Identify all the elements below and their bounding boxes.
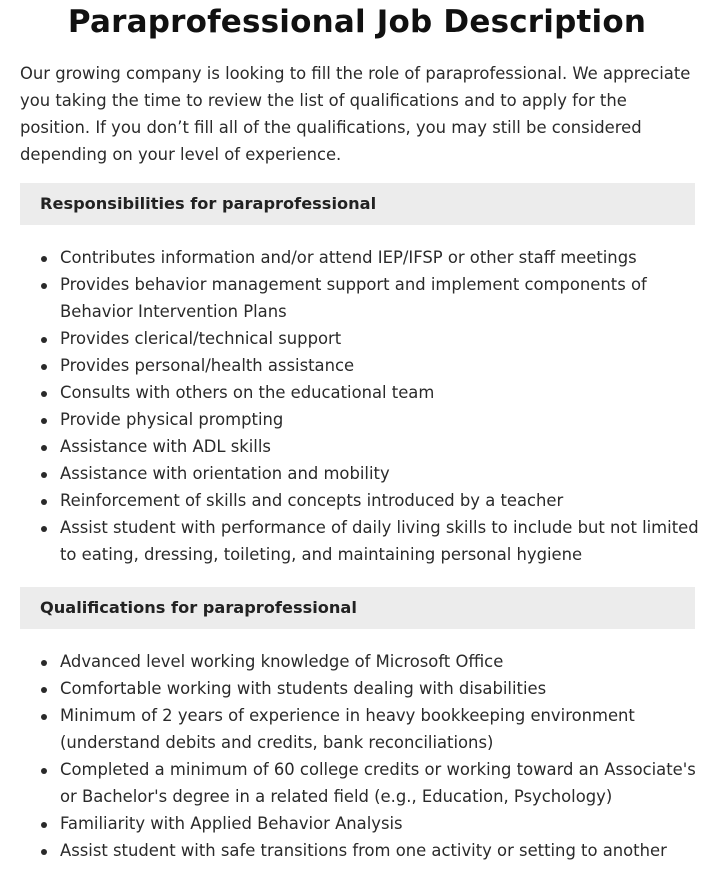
list-item-text: Reinforcement of skills and concepts introduced by a teacher [60,491,564,510]
list-item [20,675,700,702]
bullet-icon [41,849,47,855]
list-item-text: Familiarity with Applied Behavior Analysis [60,814,403,833]
list-item [20,487,700,514]
list-item-text: Contributes information and/or attend IEP/IFSP or other staff meetings [60,248,637,267]
list-item-text: Assist student with performance of daily living skills to include but not limited to eating, dressing, toileting, and maintaining personal hygiene [60,518,699,564]
bullet-icon [41,364,47,370]
intro-paragraph: Our growing company is looking to fill the role of paraprofessional. We appreciate you taking the time to review the list of qualifications and to apply for the position. If you don’t fill all of the qualifications, you may still be considered depending on your level of experience. [20,64,691,164]
qualifications-list [20,648,700,864]
list-item [20,837,700,864]
bullet-icon [41,445,47,451]
bullet-icon [41,418,47,424]
list-item [20,756,700,810]
list-item [20,244,700,271]
bullet-icon [41,660,47,666]
list-item-text: Advanced level working knowledge of Microsoft Office [60,652,504,671]
list-item [20,352,700,379]
bullet-icon [41,256,47,262]
list-item [20,648,700,675]
bullet-icon [41,472,47,478]
list-item [20,702,700,756]
list-item-text: Assist student with safe transitions from one activity or setting to another [60,841,667,860]
list-item [20,271,700,325]
bullet-icon [41,526,47,532]
bullet-icon [41,768,47,774]
list-item-text: Provides behavior management support and implement components of Behavior Intervention Plans [60,275,647,321]
list-item [20,433,700,460]
list-item [20,460,700,487]
bullet-icon [41,687,47,693]
bullet-icon [41,822,47,828]
list-item-text: Consults with others on the educational team [60,383,435,402]
list-item [20,325,700,352]
list-item-text: Provide physical prompting [60,410,284,429]
bullet-icon [41,337,47,343]
list-item-text: Completed a minimum of 60 college credits or working toward an Associate's or Bachelor's degree in a related field (e.g., Education, Psychology) [60,760,696,806]
bullet-icon [41,283,47,289]
bullet-icon [41,499,47,505]
page-title: Paraprofessional Job Description [67,4,647,40]
list-item-text: Provides clerical/technical support [60,329,342,348]
list-item [20,514,700,568]
list-item-text: Minimum of 2 years of experience in heavy bookkeeping environment (understand debits and credits, bank reconciliations) [60,706,635,752]
list-item [20,406,700,433]
qualifications-heading: Qualifications for paraprofessional [20,587,695,629]
list-item-text: Provides personal/health assistance [60,356,355,375]
list-item-text: Assistance with orientation and mobility [60,464,390,483]
responsibilities-list [20,244,700,568]
responsibilities-heading: Responsibilities for paraprofessional [20,183,695,225]
list-item [20,810,700,837]
list-item-text: Comfortable working with students dealing with disabilities [60,679,547,698]
bullet-icon [41,391,47,397]
bullet-icon [41,714,47,720]
list-item [20,379,700,406]
list-item-text: Assistance with ADL skills [60,437,271,456]
